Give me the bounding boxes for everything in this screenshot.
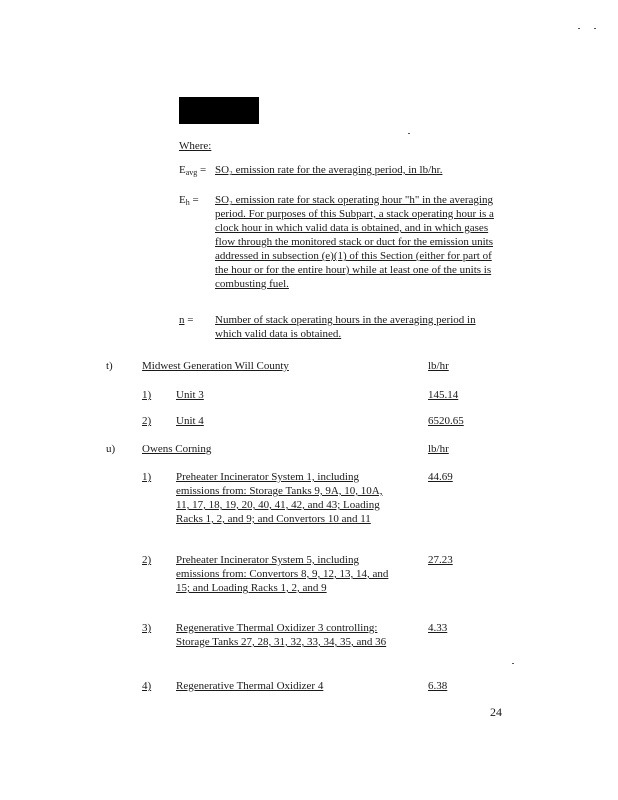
section-u-item-4-num: 4): [142, 680, 152, 692]
section-t-units: lb/hr: [428, 360, 449, 372]
section-u-units: lb/hr: [428, 443, 449, 455]
section-u-item-3-value: 4.33: [428, 622, 448, 634]
section-u-item-1-value: 44.69: [428, 471, 453, 483]
definition-eh-text: SO₂ emission rate for stack operating hour "h" in the averaging period. For purposes of this Subpart, a stack operating hour is a clock hour in which valid data is obtained, and in which gases flow through the monitored stack or duct for the emission units addressed in subsection (e)(1) of this Section (either for part of the hour or for the entire hour) while at least one of the units is combusting fuel.: [215, 194, 494, 290]
section-t-item-1-num: 1): [142, 389, 152, 401]
definition-eavg-symbol: $E_{avg}$ =: [179, 164, 207, 177]
scan-speck: [578, 28, 580, 29]
section-t-item-1-value: 145.14: [428, 389, 459, 401]
section-u-item-1-desc: Preheater Incinerator System 1, including emissions from: Storage Tanks 9, 9A, 10, 10A, 11, 17, 18, 19, 20, 40, 41, 42, and 43; Loading Racks 1, 2, and 9; and Convertors 10 and 11: [176, 471, 383, 525]
scan-speck: [512, 663, 514, 664]
section-u-item-3-desc: Regenerative Thermal Oxidizer 3 controlling: Storage Tanks 27, 28, 31, 32, 33, 34, 35, and 36: [176, 622, 387, 648]
section-u-item-3-num: 3): [142, 622, 152, 634]
section-u-item-1-num: 1): [142, 471, 152, 483]
section-u-title: Owens Corning: [142, 443, 212, 455]
section-u-item-2-num: 2): [142, 554, 152, 566]
where-label: Where:: [179, 140, 212, 152]
section-t-item-2-desc: Unit 4: [176, 415, 204, 427]
section-u-item-4-desc: Regenerative Thermal Oxidizer 4: [176, 680, 324, 692]
definition-eh-symbol: $E_h$ =: [179, 194, 199, 207]
section-t-title: Midwest Generation Will County: [142, 360, 289, 372]
section-t-label: t): [106, 360, 113, 372]
definition-eavg-text: SO₂ emission rate for the averaging period, in lb/hr.: [215, 164, 443, 176]
definition-n-symbol: n =: [179, 314, 194, 326]
scan-speck: [594, 28, 596, 29]
page-number: 24: [490, 705, 502, 719]
section-u-item-4-value: 6.38: [428, 680, 448, 692]
section-t-item-2-num: 2): [142, 415, 152, 427]
section-u-label: u): [106, 443, 116, 455]
section-t-item-1-desc: Unit 3: [176, 389, 204, 401]
section-u-item-2-desc: Preheater Incinerator System 5, including emissions from: Convertors 8, 9, 12, 13, 14, and 15; and Loading Racks 1, 2, and 9: [176, 554, 389, 594]
scan-speck: [408, 133, 410, 134]
section-u-item-2-value: 27.23: [428, 554, 453, 566]
section-t-item-2-value: 6520.65: [428, 415, 464, 427]
definition-n-text: Number of stack operating hours in the averaging period in which valid data is obtained.: [215, 314, 476, 340]
redaction-block: [179, 97, 259, 124]
